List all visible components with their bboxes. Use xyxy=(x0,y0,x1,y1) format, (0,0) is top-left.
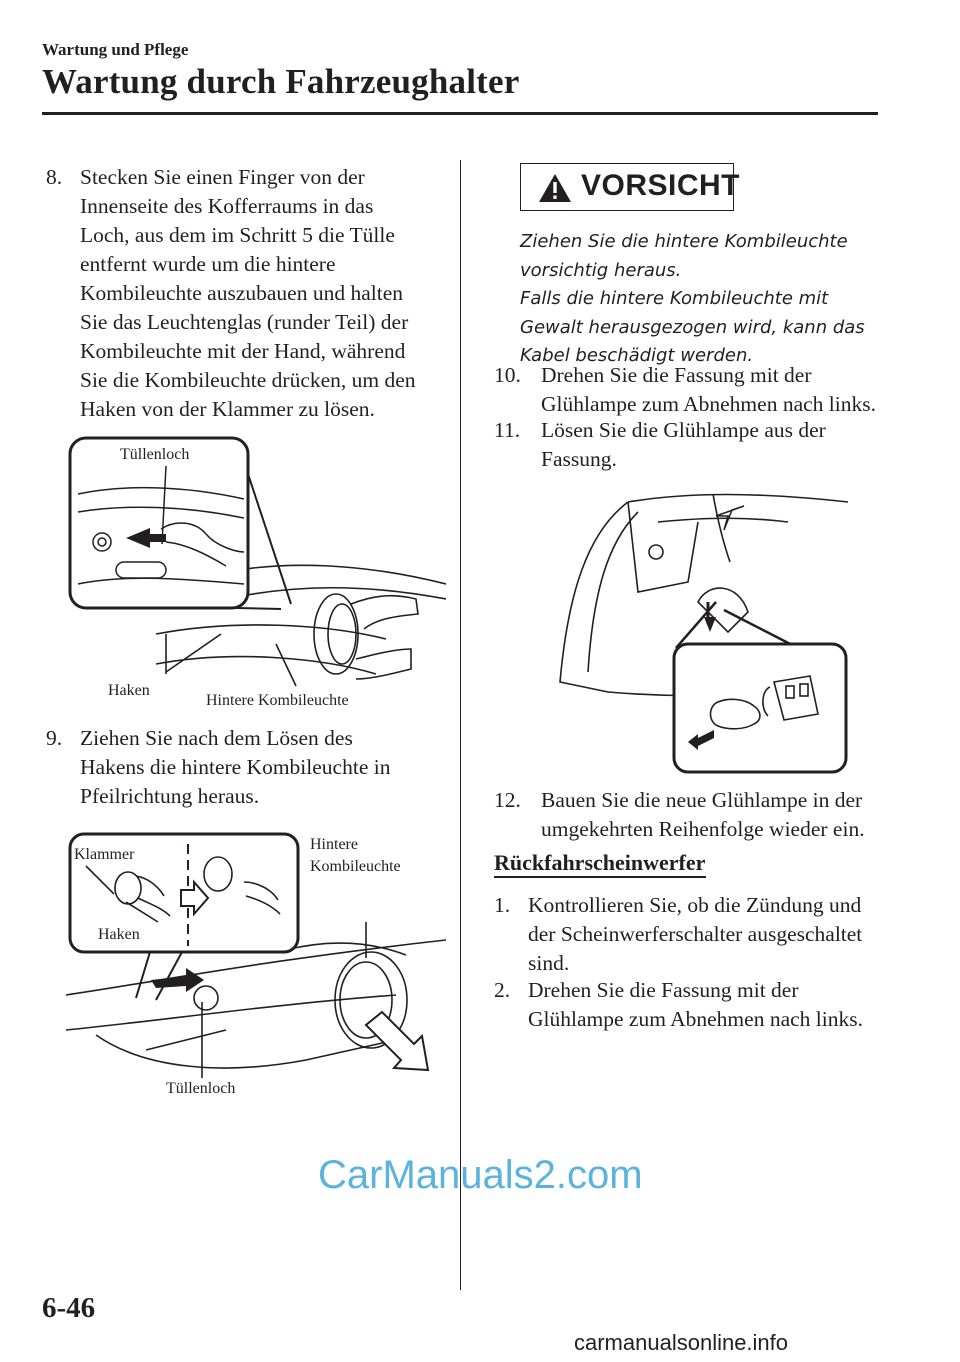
lamp-removal-drawing xyxy=(66,434,446,714)
header-rule xyxy=(42,112,878,115)
step-number: 10. xyxy=(494,363,521,387)
figure-bulb-socket xyxy=(548,482,848,774)
step-line: Haken von der Klammer zu lösen. xyxy=(80,397,375,421)
watermark-carmanualsonline: carmanualsonline.info xyxy=(574,1330,789,1355)
page-number: 6-46 xyxy=(42,1292,96,1324)
step-number: 1. xyxy=(494,893,511,917)
watermark-carmanuals2: CarManuals2.com xyxy=(318,1153,643,1197)
step-line: Glühlampe zum Abnehmen nach links. xyxy=(528,1007,863,1031)
step-number: 2. xyxy=(494,978,511,1002)
step-number: 12. xyxy=(494,788,521,812)
caution-box xyxy=(520,163,741,211)
page-title: Wartung durch Fahrzeughalter xyxy=(42,62,520,101)
section-label: Wartung und Pflege xyxy=(42,40,189,59)
subheading-rule xyxy=(494,876,706,878)
subheading-rueckfahrscheinwerfer: Rückfahrscheinwerfer xyxy=(494,850,706,875)
caution-text xyxy=(520,228,880,371)
step-line: der Scheinwerferschalter ausgeschaltet xyxy=(528,922,863,946)
step-line: Pfeilrichtung heraus. xyxy=(80,784,260,808)
sub-step-2 xyxy=(494,976,894,1034)
step-line: Loch, aus dem im Schritt 5 die Tülle xyxy=(80,223,395,247)
step-line: Lösen Sie die Glühlampe aus der xyxy=(541,418,826,442)
label-haken: Haken xyxy=(98,926,140,943)
step-line: Drehen Sie die Fassung mit der xyxy=(528,978,799,1002)
label-tuellenloch: Tüllenloch xyxy=(166,1080,236,1097)
label-klammer: Klammer xyxy=(74,846,135,863)
step-8 xyxy=(46,163,446,424)
step-line: Drehen Sie die Fassung mit der xyxy=(541,363,812,387)
step-line: Kombileuchte auszubauen und halten xyxy=(80,281,403,305)
step-line: Bauen Sie die neue Glühlampe in der xyxy=(541,788,863,812)
label-kombileuchte: Kombileuchte xyxy=(310,858,401,875)
step-10 xyxy=(494,361,894,419)
step-line: Hakens die hintere Kombileuchte in xyxy=(80,755,391,779)
caution-line: Falls die hintere Kombileuchte mit xyxy=(520,288,829,309)
caution-line: Gewalt herausgezogen wird, kann das xyxy=(520,316,865,338)
step-line: entfernt wurde um die hintere xyxy=(80,252,336,276)
figure-lamp-removal xyxy=(66,434,446,714)
step-line: umgekehrten Reihenfolge wieder ein. xyxy=(541,817,865,841)
step-line: Ziehen Sie nach dem Lösen des xyxy=(80,726,353,750)
step-11 xyxy=(494,416,894,474)
sub-step-1 xyxy=(494,891,894,978)
step-12 xyxy=(494,786,894,844)
step-line: sind. xyxy=(528,951,570,975)
caution-line: Ziehen Sie die hintere Kombileuchte xyxy=(520,231,848,252)
step-number: 8. xyxy=(46,165,63,189)
step-number: 9. xyxy=(46,726,63,750)
step-line: Sie die Kombileuchte drücken, um den xyxy=(80,368,416,392)
caution-line: vorsichtig heraus. xyxy=(520,259,682,281)
caution-label: VORSICHT xyxy=(581,169,741,202)
label-tuellenloch: Tüllenloch xyxy=(120,446,190,463)
step-number: 11. xyxy=(494,418,521,442)
warning-triangle-icon xyxy=(537,172,573,204)
bulb-socket-drawing xyxy=(548,482,848,774)
step-line: Sie das Leuchtenglas (runder Teil) der xyxy=(80,310,409,334)
label-haken: Haken xyxy=(108,682,150,699)
step-line: Fassung. xyxy=(541,447,617,471)
step-line: Kombileuchte mit der Hand, während xyxy=(80,339,406,363)
figure-pull-out-direction xyxy=(66,830,446,1105)
label-hintere: Hintere xyxy=(310,836,358,853)
step-9 xyxy=(46,724,446,811)
step-line: Stecken Sie einen Finger von der xyxy=(80,165,365,189)
step-line: Kontrollieren Sie, ob die Zündung und xyxy=(528,893,862,917)
step-line: Innenseite des Kofferraums in das xyxy=(80,194,374,218)
column-divider xyxy=(460,160,461,1290)
caution-line: Kabel beschädigt werden. xyxy=(520,345,754,366)
step-line: Glühlampe zum Abnehmen nach links. xyxy=(541,392,876,416)
label-hintere-kombileuchte: Hintere Kombileuchte xyxy=(206,692,349,709)
